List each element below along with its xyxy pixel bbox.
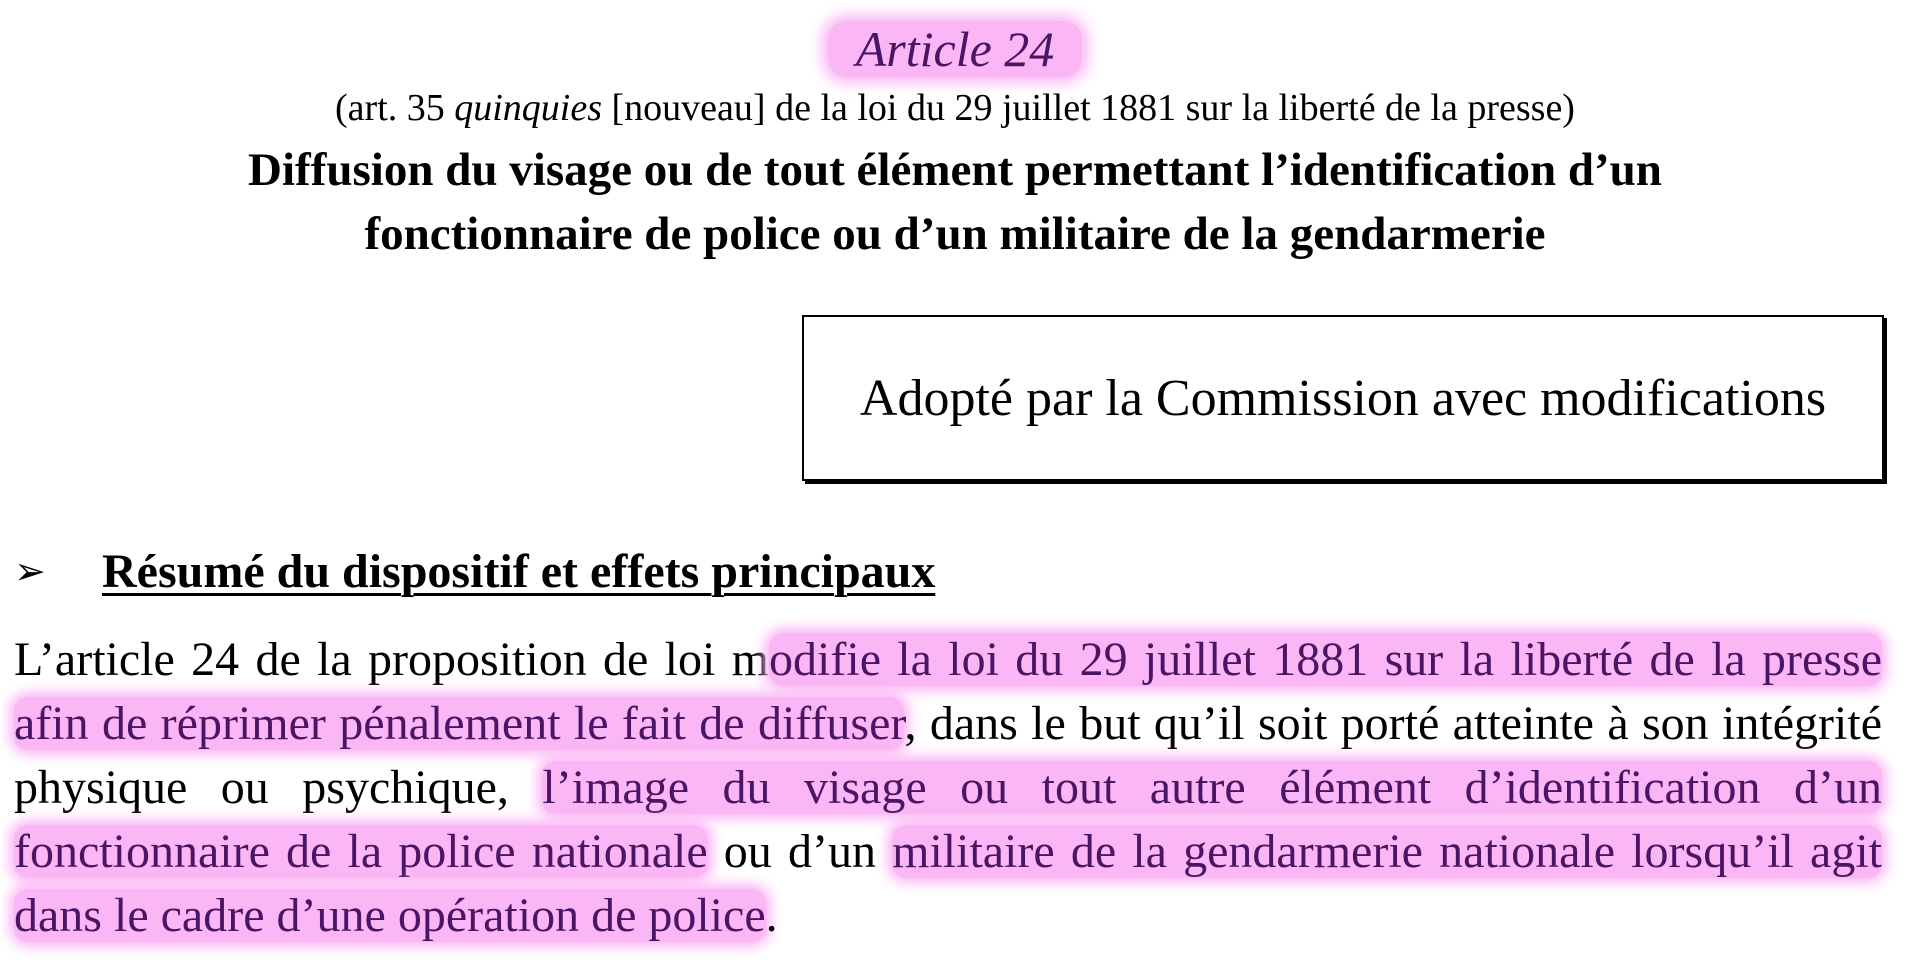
paragraph-text: , dans le but qu’il soit porté atteinte à son intégrité physique ou psychique, bbox=[14, 697, 1882, 814]
section-heading bbox=[14, 536, 935, 606]
article-heading bbox=[60, 138, 1850, 266]
arrowhead-bullet-icon: ➢ bbox=[14, 549, 46, 593]
section-title: Résumé du dispositif et effets principaux bbox=[102, 544, 936, 598]
paragraph-text: L’article 24 de la proposition de loi m bbox=[14, 633, 770, 686]
article-reference-italic: quinquies bbox=[454, 87, 603, 129]
article-number: Article 24 bbox=[828, 21, 1083, 77]
article-heading-line-1: Diffusion du visage ou de tout élément permettant l’identification d’un bbox=[248, 144, 1662, 196]
article-title bbox=[0, 14, 1910, 84]
article-reference-rest: [nouveau] de la loi du 29 juillet 1881 sur la liberté de la presse) bbox=[602, 87, 1575, 129]
highlighted-text: odifie la loi du 29 juillet 1881 sur la liberté de la presse afin de réprimer pénalement le fait de diffuser bbox=[14, 633, 1883, 750]
adoption-status-text: Adopté par la Commission avec modifications bbox=[859, 369, 1827, 427]
paragraph-text: ou d’un bbox=[707, 825, 893, 878]
article-reference-prefix: (art. 35 bbox=[335, 87, 455, 129]
highlighted-text: militaire de la gendarmerie nationale lorsqu’il agit dans le cadre d’une opération de police bbox=[14, 825, 1883, 942]
adoption-status-box bbox=[802, 315, 1884, 481]
article-reference bbox=[0, 82, 1910, 134]
highlighted-text: l’image du visage ou tout autre élément d’identification d’un fonctionnaire de la police nationale bbox=[14, 761, 1882, 878]
paragraph-text: . bbox=[765, 889, 778, 942]
article-heading-line-2: fonctionnaire de police ou d’un militaire de la gendarmerie bbox=[364, 208, 1546, 260]
summary-paragraph bbox=[14, 628, 1882, 948]
